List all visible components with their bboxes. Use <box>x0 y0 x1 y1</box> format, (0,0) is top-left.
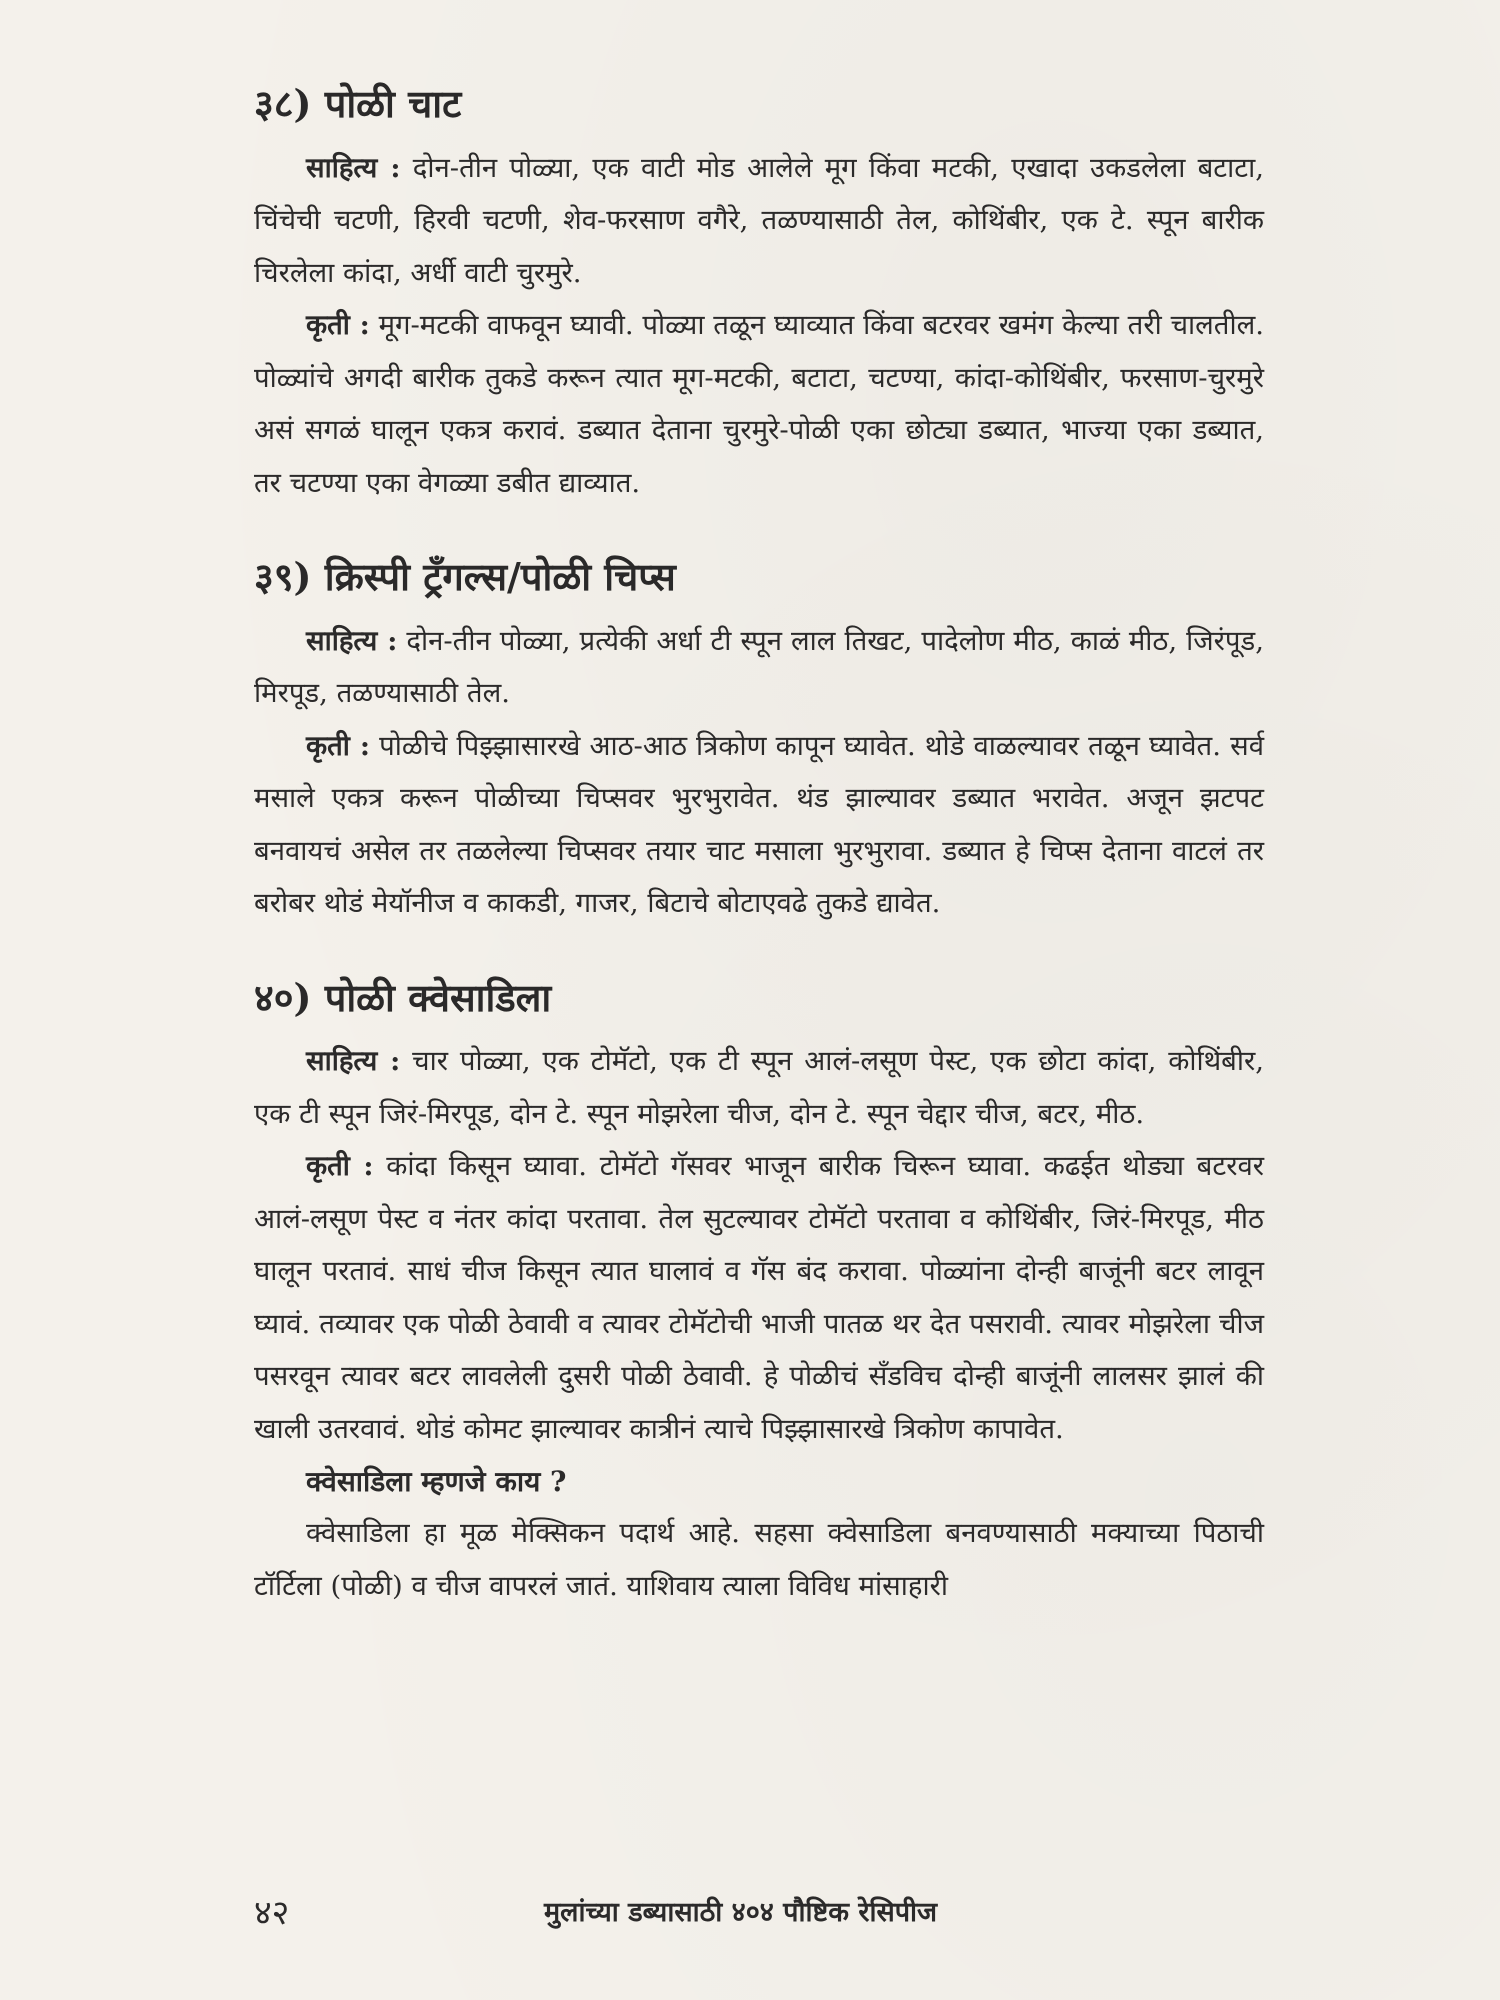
ingredients-text: दोन-तीन पोळ्या, एक वाटी मोड आलेले मूग किंवा मटकी, एखादा उकडलेला बटाटा, चिंचेची चटणी, हिरवी चटणी, शेव-फरसाण वगैरे, तळण्यासाठी तेल, कोथिंबीर, एक टे. स्पून बारीक चिरलेला कांदा, अर्धी वाटी चुरमुरे. <box>254 151 1264 289</box>
method-paragraph <box>254 720 1264 930</box>
ingredients-paragraph <box>254 142 1264 300</box>
note-heading: क्वेसाडिला म्हणजे काय ? <box>306 1465 567 1498</box>
recipe-title: ३८) पोळी चाट <box>254 81 462 126</box>
method-label: कृती : <box>306 1150 374 1182</box>
ingredients-label: साहित्य : <box>306 624 398 657</box>
page-number: ४२ <box>254 1893 290 1933</box>
ingredients-paragraph <box>254 615 1264 720</box>
recipe-40 <box>254 974 1264 1613</box>
recipe-39 <box>254 553 1264 930</box>
note-paragraph: क्वेसाडिला हा मूळ मेक्सिकन पदार्थ आहे. सहसा क्वेसाडिला बनवण्यासाठी मक्याच्या पिठाची टॉर्टिला (पोळी) व चीज वापरलं जातं. याशिवाय त्याला विविध मांसाहारी <box>254 1517 1264 1602</box>
method-text: कांदा किसून घ्यावा. टोमॅटो गॅसवर भाजून बारीक चिरून घ्यावा. कढईत थोड्या बटरवर आलं-लसूण पेस्ट व नंतर कांदा परतावा. तेल सुटल्यावर टोमॅटो परतावा व कोथिंबीर, जिरं-मिरपूड, मीठ घालून परतावं. साधं चीज किसून त्यात घालावं व गॅस बंद करावा. पोळ्यांना दोन्ही बाजूंनी बटर लावून घ्यावं. तव्यावर एक पोळी ठेवावी व त्यावर टोमॅटोची भाजी पातळ थर देत पसरावी. त्यावर मोझरेला चीज पसरवून त्यावर बटर लावलेली दुसरी पोळी ठेवावी. हे पोळीचं सँडविच दोन्ही बाजूंनी लालसर झालं की खाली उतरवावं. थोडं कोमट झाल्यावर कात्रीनं त्याचे पिझ्झासारखे त्रिकोण कापावेत. <box>254 1150 1264 1445</box>
ingredients-label: साहित्य : <box>306 151 401 184</box>
method-text: मूग-मटकी वाफवून घ्यावी. पोळ्या तळून घ्याव्यात किंवा बटरवर खमंग केल्या तरी चालतील. पोळ्यांचे अगदी बारीक तुकडे करून त्यात मूग-मटकी, बटाटा, चटण्या, कांदा-कोथिंबीर, फरसाण-चुरमुरे असं सगळं घालून एकत्र करावं. डब्यात देताना चुरमुरे-पोळी एका छोट्या डब्यात, भाज्या एका डब्यात, तर चटण्या एका वेगळ्या डबीत द्याव्यात. <box>254 309 1264 499</box>
method-label: कृती : <box>306 729 371 762</box>
method-text: पोळीचे पिझ्झासारखे आठ-आठ त्रिकोण कापून घ्यावेत. थोडे वाळल्यावर तळून घ्यावेत. सर्व मसाले एकत्र करून पोळीच्या चिप्सवर भुरभुरावेत. थंड झाल्यावर डब्यात भरावेत. अजून झटपट बनवायचं असेल तर तळलेल्या चिप्सवर तयार चाट मसाला भुरभुरावा. डब्यात हे चिप्स देताना वाटलं तर बरोबर थोडं मेयॉनीज व काकडी, गाजर, बिटाचे बोटाएवढे तुकडे द्यावेत. <box>254 729 1264 919</box>
method-paragraph <box>254 299 1264 509</box>
page-content <box>254 80 1264 1656</box>
ingredients-text: चार पोळ्या, एक टोमॅटो, एक टी स्पून आलं-लसूण पेस्ट, एक छोटा कांदा, कोथिंबीर, एक टी स्पून जिरं-मिरपूड, दोन टे. स्पून मोझरेला चीज, दोन टे. स्पून चेद्दार चीज, बटर, मीठ. <box>254 1045 1264 1130</box>
ingredients-text: दोन-तीन पोळ्या, प्रत्येकी अर्धा टी स्पून लाल तिखट, पादेलोण मीठ, काळं मीठ, जिरंपूड, मिरपूड, तळण्यासाठी तेल. <box>254 624 1265 709</box>
ingredients-paragraph <box>254 1035 1264 1140</box>
method-label: कृती : <box>306 309 370 341</box>
recipe-title: ३९) क्रिस्पी ट्रँगल्स/पोळी चिप्स <box>254 554 676 599</box>
recipe-38 <box>254 80 1264 509</box>
running-footer-title: मुलांच्या डब्यासाठी ४०४ पौष्टिक रेसिपीज <box>544 1897 938 1928</box>
recipe-title: ४०) पोळी क्वेसाडिला <box>254 974 552 1020</box>
ingredients-label: साहित्य : <box>306 1045 401 1077</box>
method-paragraph <box>254 1140 1264 1455</box>
page-footer <box>254 1888 1264 1938</box>
